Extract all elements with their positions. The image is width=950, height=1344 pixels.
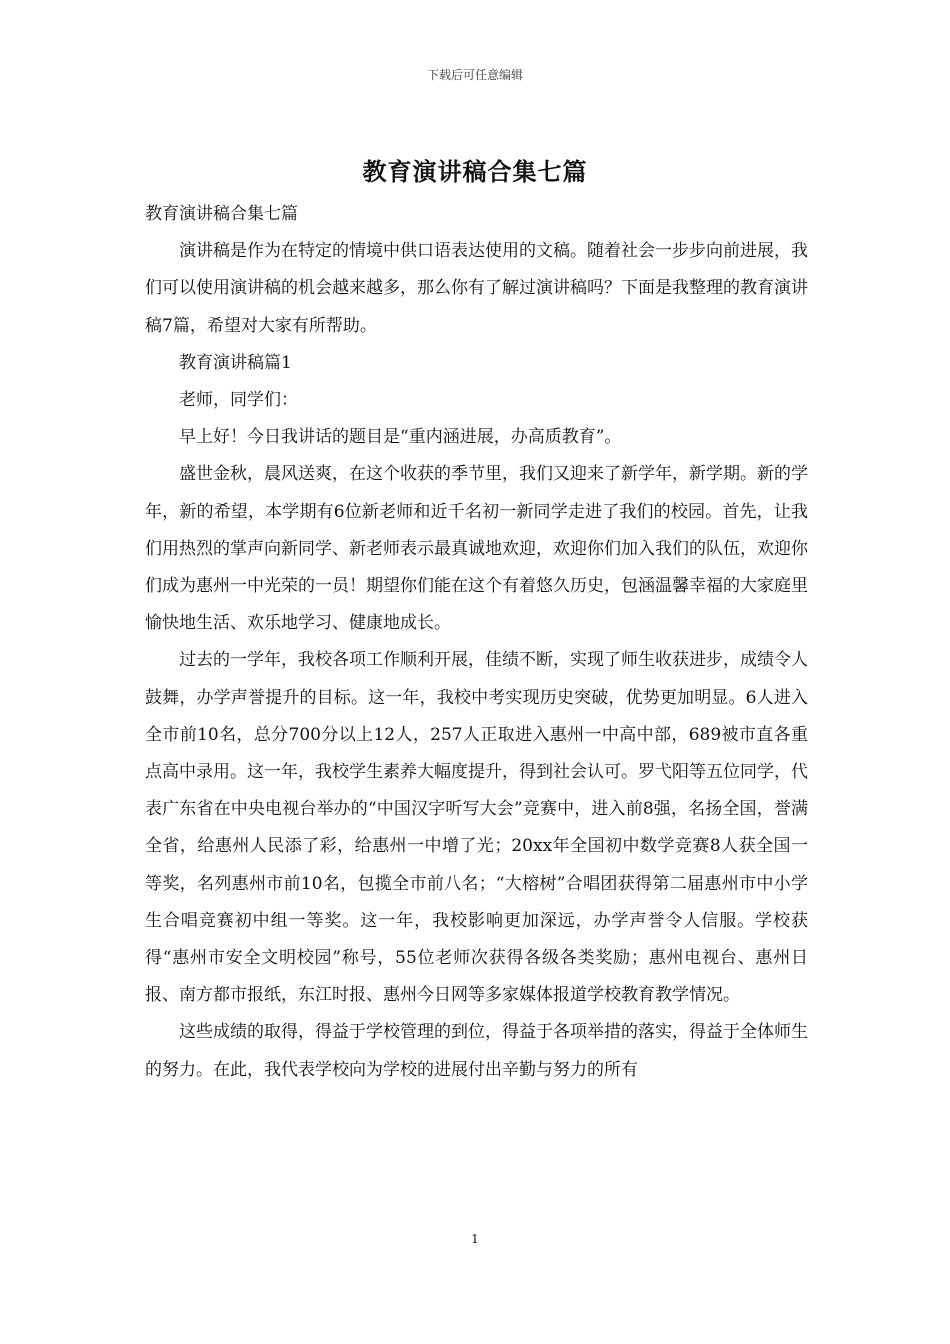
page-header: 下载后可任意编辑 bbox=[426, 68, 523, 82]
salutation: 老师，同学们： bbox=[179, 390, 298, 411]
document-body bbox=[145, 196, 808, 1089]
document-title: 教育演讲稿合集七篇 bbox=[362, 157, 588, 186]
paragraph: 演讲稿是作为在特定的情境中供口语表达使用的文稿。随着社会一步步向前进展，我们可以使用演讲稿的机会越来越多，那么你有了解过演讲稿吗？下面是我整理的教育演讲稿7篇，希望对大家有所帮助。 bbox=[145, 241, 808, 336]
section-heading: 教育演讲稿篇1 bbox=[179, 352, 292, 373]
subtitle-line: 教育演讲稿合集七篇 bbox=[145, 204, 298, 224]
paragraph: 过去的一学年，我校各项工作顺利开展，佳绩不断，实现了师生收获进步，成绩令人鼓舞，办学声誉提升的目标。这一年，我校中考实现历史突破，优势更加明显。6人进入全市前10名，总分700分以上12人，257人正取进入惠州一中高中部，689被市直各重点高中录用。这一年，我校学生素养大幅度提升，得到社会认可。罗弋阳等五位同学，代表广东省在中央电视台举办的“中国汉字听写大会”竞赛中，进入前8强，名扬全国，誉满全省，给惠州人民添了彩，给惠州一中增了光；20xx年全国初中数学竞赛8人获全国一等奖，名列惠州市前10名，包揽全市前八名；“大榕树”合唱团获得第二届惠州市中小学生合唱竞赛初中组一等奖。这一年，我校影响更加深远，办学声誉令人信服。学校获得“惠州市安全文明校园”称号，55位老师次获得各级各类奖励；惠州电视台、惠州日报、南方都市报纸，东江时报、惠州今日网等多家媒体报道学校教育教学情况。 bbox=[145, 650, 808, 1006]
page-number: 1 bbox=[471, 1232, 479, 1246]
paragraph: 这些成绩的取得，得益于学校管理的到位，得益于各项举措的落实，得益于全体师生的努力。在此，我代表学校向为学校的进展付出辛勤与努力的所有 bbox=[145, 1022, 808, 1080]
paragraph: 早上好！今日我讲话的题目是“重内涵进展，办高质教育”。 bbox=[179, 427, 622, 448]
paragraph: 盛世金秋，晨风送爽，在这个收获的季节里，我们又迎来了新学年，新学期。新的学年，新的希望，本学期有6位新老师和近千名初一新同学走进了我们的校园。首先，让我们用热烈的掌声向新同学、新老师表示最真诚地欢迎，欢迎你们加入我们的队伍，欢迎你们成为惠州一中光荣的一员！期望你们能在这个有着悠久历史，包涵温馨幸福的大家庭里愉快地生活、欢乐地学习、健康地成长。 bbox=[145, 464, 808, 634]
